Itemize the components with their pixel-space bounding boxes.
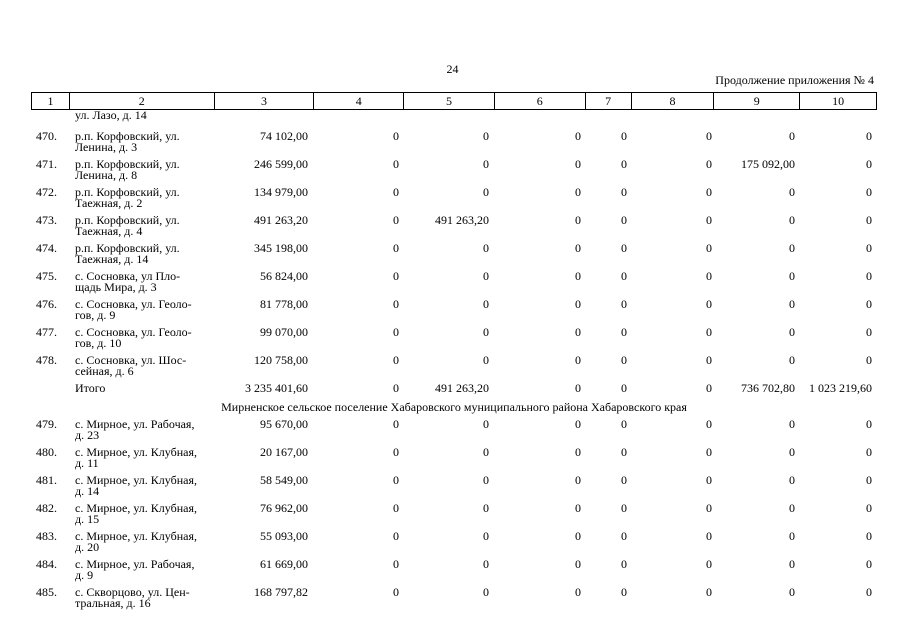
col-7-value: 0 (621, 129, 627, 143)
col-9-value: 0 (789, 529, 795, 543)
address (75, 475, 215, 497)
address-line-2: щадь Мира, д. 3 (75, 280, 157, 294)
column-header-10: 10 (832, 94, 845, 108)
col-4-value: 0 (393, 417, 399, 431)
total-col-3: 3 235 401,60 (245, 381, 308, 395)
col-7-value: 0 (621, 269, 627, 283)
col-5-value: 0 (483, 269, 489, 283)
col-7-value: 0 (621, 353, 627, 367)
col-5-value: 0 (483, 417, 489, 431)
address-line-1: с. Сосновка, ул. Шос- (75, 353, 187, 367)
address-line-2: Таежная, д. 2 (75, 196, 143, 210)
address-line-2: Ленина, д. 3 (75, 140, 138, 154)
col-5-value: 0 (483, 529, 489, 543)
address-line-1: с. Сосновка, ул. Геоло- (75, 297, 192, 311)
col-6-value: 0 (575, 501, 581, 515)
col-7-value: 0 (621, 473, 627, 487)
table-row (31, 587, 877, 615)
col-6-value: 0 (575, 353, 581, 367)
table-row (31, 271, 877, 299)
address-line-1: р.п. Корфовский, ул. (75, 157, 180, 171)
table-row (31, 243, 877, 271)
col-7-value: 0 (621, 325, 627, 339)
col-4-value: 0 (393, 473, 399, 487)
col-6-value: 0 (575, 297, 581, 311)
column-header-1: 1 (32, 93, 70, 109)
col-3-value: 61 669,00 (260, 557, 308, 571)
col-3-value: 120 758,00 (254, 353, 308, 367)
col-7-value: 0 (621, 241, 627, 255)
row-number: 483. (36, 529, 57, 543)
col-8-value: 0 (706, 417, 712, 431)
address-line-2: д. 11 (75, 456, 99, 470)
address-line-2: д. 20 (75, 540, 100, 554)
col-6-value: 0 (575, 445, 581, 459)
column-header-8: 8 (632, 93, 715, 109)
col-6-value: 0 (575, 325, 581, 339)
address-line-1: с. Сосновка, ул Пло- (75, 269, 181, 283)
col-7-value: 0 (621, 297, 627, 311)
row-number: 477. (36, 325, 57, 339)
col-10-value: 0 (866, 269, 872, 283)
col-6-value: 0 (575, 269, 581, 283)
total-row (31, 383, 877, 401)
col-9-value: 0 (789, 445, 795, 459)
column-header-9: 9 (714, 93, 800, 109)
col-10-value: 0 (866, 501, 872, 515)
address-line-1: р.п. Корфовский, ул. (75, 185, 180, 199)
address-line-2: д. 15 (75, 512, 100, 526)
col-3-value: 168 797,82 (254, 585, 308, 599)
row-number: 476. (36, 297, 57, 311)
col-9-value: 0 (789, 129, 795, 143)
col-6-value: 0 (575, 213, 581, 227)
col-6-value: 0 (575, 129, 581, 143)
col-10-value: 0 (866, 129, 872, 143)
address (75, 327, 215, 349)
col-10-value: 0 (866, 325, 872, 339)
col-10-value: 0 (866, 297, 872, 311)
address (75, 355, 215, 377)
page-number: 24 (446, 62, 459, 76)
col-9-value: 0 (789, 501, 795, 515)
table-header (31, 92, 877, 110)
col-5-value: 0 (483, 325, 489, 339)
col-9-value: 0 (789, 213, 795, 227)
col-5-value: 0 (483, 501, 489, 515)
col-10-value: 0 (866, 185, 872, 199)
row-number: 474. (36, 241, 57, 255)
address (75, 159, 215, 181)
row-number: 484. (36, 557, 57, 571)
col-9-value: 0 (789, 241, 795, 255)
col-5-value: 0 (483, 241, 489, 255)
total-col-7: 0 (621, 381, 627, 395)
table-row (31, 159, 877, 187)
address (75, 587, 215, 609)
col-6-value: 0 (575, 185, 581, 199)
col-10-value: 0 (866, 445, 872, 459)
col-3-value: 134 979,00 (254, 185, 308, 199)
col-4-value: 0 (393, 501, 399, 515)
col-10-value: 0 (866, 353, 872, 367)
row-number: 471. (36, 157, 57, 171)
col-9-value: 0 (789, 473, 795, 487)
table-row (31, 503, 877, 531)
address-line-1: р.п. Корфовский, ул. (75, 129, 180, 143)
row-number: 480. (36, 445, 57, 459)
col-10-value: 0 (866, 557, 872, 571)
col-8-value: 0 (706, 529, 712, 543)
address (75, 419, 215, 441)
table-row (31, 531, 877, 559)
row-number: 485. (36, 585, 57, 599)
address (75, 243, 215, 265)
address-line-2: гов, д. 10 (75, 336, 122, 350)
column-header-3: 3 (215, 93, 315, 109)
col-9-value: 0 (789, 297, 795, 311)
col-4-value: 0 (393, 585, 399, 599)
continued-address: ул. Лазо, д. 14 (75, 108, 147, 122)
col-8-value: 0 (706, 585, 712, 599)
col-4-value: 0 (393, 269, 399, 283)
col-5-value: 491 263,20 (435, 213, 489, 227)
address-line-1: с. Мирное, ул. Клубная, (75, 445, 197, 459)
table-row (31, 299, 877, 327)
row-number: 479. (36, 417, 57, 431)
col-10-value: 0 (866, 213, 872, 227)
col-3-value: 95 670,00 (260, 417, 308, 431)
col-3-value: 55 093,00 (260, 529, 308, 543)
col-3-value: 74 102,00 (260, 129, 308, 143)
address-line-1: с. Мирное, ул. Клубная, (75, 501, 197, 515)
address (75, 503, 215, 525)
col-5-value: 0 (483, 557, 489, 571)
col-5-value: 0 (483, 353, 489, 367)
col-8-value: 0 (706, 213, 712, 227)
col-9-value: 175 092,00 (741, 157, 795, 171)
col-7-value: 0 (621, 157, 627, 171)
address-line-1: с. Сосновка, ул. Геоло- (75, 325, 192, 339)
address (75, 447, 215, 469)
col-9-value: 0 (789, 585, 795, 599)
col-3-value: 20 167,00 (260, 445, 308, 459)
col-8-value: 0 (706, 269, 712, 283)
total-col-5: 491 263,20 (435, 381, 489, 395)
address-line-1: с. Мирное, ул. Рабочая, (75, 417, 195, 431)
row-number: 481. (36, 473, 57, 487)
row-number: 472. (36, 185, 57, 199)
col-4-value: 0 (393, 213, 399, 227)
column-header-7: 7 (586, 93, 632, 109)
address-line-2: д. 9 (75, 568, 94, 582)
col-6-value: 0 (575, 157, 581, 171)
address-line-2: сейная, д. 6 (75, 364, 134, 378)
table-row (31, 327, 877, 355)
col-9-value: 0 (789, 185, 795, 199)
col-5-value: 0 (483, 157, 489, 171)
col-5-value: 0 (483, 129, 489, 143)
address-line-2: Таежная, д. 4 (75, 224, 143, 238)
row-number: 473. (36, 213, 57, 227)
col-10-value: 0 (866, 157, 872, 171)
total-col-4: 0 (393, 381, 399, 395)
address-line-1: р.п. Корфовский, ул. (75, 241, 180, 255)
address-line-2: гов, д. 9 (75, 308, 116, 322)
col-6-value: 0 (575, 557, 581, 571)
address (75, 187, 215, 209)
address (75, 559, 215, 581)
col-3-value: 76 962,00 (260, 501, 308, 515)
col-4-value: 0 (393, 325, 399, 339)
col-8-value: 0 (706, 445, 712, 459)
address (75, 271, 215, 293)
col-8-value: 0 (706, 473, 712, 487)
address-line-1: с. Мирное, ул. Клубная, (75, 473, 197, 487)
col-7-value: 0 (621, 213, 627, 227)
col-3-value: 345 198,00 (254, 241, 308, 255)
table-row (31, 355, 877, 383)
col-3-value: 491 263,20 (254, 213, 308, 227)
column-header-2: 2 (70, 93, 215, 109)
total-col-8: 0 (706, 381, 712, 395)
column-header-5: 5 (404, 93, 495, 109)
col-7-value: 0 (621, 501, 627, 515)
column-header-4: 4 (314, 93, 404, 109)
col-3-value: 81 778,00 (260, 297, 308, 311)
col-5-value: 0 (483, 297, 489, 311)
col-8-value: 0 (706, 185, 712, 199)
col-4-value: 0 (393, 157, 399, 171)
col-8-value: 0 (706, 297, 712, 311)
col-6-value: 0 (575, 417, 581, 431)
col-7-value: 0 (621, 585, 627, 599)
total-col-6: 0 (575, 381, 581, 395)
address-line-2: д. 14 (75, 484, 100, 498)
row-number: 482. (36, 501, 57, 515)
col-8-value: 0 (706, 557, 712, 571)
col-8-value: 0 (706, 353, 712, 367)
col-5-value: 0 (483, 185, 489, 199)
col-10-value: 0 (866, 585, 872, 599)
address-line-2: Таежная, д. 14 (75, 252, 149, 266)
row-number: 478. (36, 353, 57, 367)
col-5-value: 0 (483, 445, 489, 459)
col-9-value: 0 (789, 417, 795, 431)
col-10-value: 0 (866, 529, 872, 543)
total-col-9: 736 702,80 (741, 381, 795, 395)
col-8-value: 0 (706, 157, 712, 171)
col-7-value: 0 (621, 417, 627, 431)
col-7-value: 0 (621, 445, 627, 459)
table-row (31, 215, 877, 243)
total-label: Итого (75, 381, 106, 395)
col-4-value: 0 (393, 445, 399, 459)
address-line-2: д. 23 (75, 428, 100, 442)
col-7-value: 0 (621, 185, 627, 199)
col-9-value: 0 (789, 353, 795, 367)
col-8-value: 0 (706, 241, 712, 255)
section-title: Мирненское сельское поселение Хабаровского муниципального района Хабаровского края (221, 400, 687, 414)
col-7-value: 0 (621, 557, 627, 571)
table-row (31, 447, 877, 475)
total-col-10: 1 023 219,60 (809, 381, 872, 395)
col-7-value: 0 (621, 529, 627, 543)
col-4-value: 0 (393, 353, 399, 367)
table-row (31, 419, 877, 447)
address (75, 531, 215, 553)
col-10-value: 0 (866, 473, 872, 487)
address-line-1: с. Скворцово, ул. Цен- (75, 585, 190, 599)
address (75, 299, 215, 321)
col-5-value: 0 (483, 473, 489, 487)
col-8-value: 0 (706, 129, 712, 143)
col-6-value: 0 (575, 473, 581, 487)
col-9-value: 0 (789, 557, 795, 571)
row-number: 470. (36, 129, 57, 143)
col-6-value: 0 (575, 241, 581, 255)
table-row (31, 131, 877, 159)
col-4-value: 0 (393, 529, 399, 543)
col-10-value: 0 (866, 417, 872, 431)
table-row (31, 475, 877, 503)
col-6-value: 0 (575, 529, 581, 543)
address-line-2: Ленина, д. 8 (75, 168, 138, 182)
col-8-value: 0 (706, 501, 712, 515)
col-5-value: 0 (483, 585, 489, 599)
col-9-value: 0 (789, 325, 795, 339)
col-8-value: 0 (706, 325, 712, 339)
col-3-value: 99 070,00 (260, 325, 308, 339)
table-row (31, 187, 877, 215)
address (75, 131, 215, 153)
address-line-1: р.п. Корфовский, ул. (75, 213, 180, 227)
col-10-value: 0 (866, 241, 872, 255)
address-line-2: тральная, д. 16 (75, 596, 151, 610)
column-header-6: 6 (495, 93, 586, 109)
col-4-value: 0 (393, 129, 399, 143)
col-3-value: 56 824,00 (260, 269, 308, 283)
col-4-value: 0 (393, 557, 399, 571)
col-3-value: 58 549,00 (260, 473, 308, 487)
address-line-1: с. Мирное, ул. Клубная, (75, 529, 197, 543)
table-body (31, 131, 877, 615)
col-9-value: 0 (789, 269, 795, 283)
col-4-value: 0 (393, 185, 399, 199)
address-line-1: с. Мирное, ул. Рабочая, (75, 557, 195, 571)
row-number: 475. (36, 269, 57, 283)
col-4-value: 0 (393, 241, 399, 255)
col-3-value: 246 599,00 (254, 157, 308, 171)
col-4-value: 0 (393, 297, 399, 311)
address (75, 215, 215, 237)
col-6-value: 0 (575, 585, 581, 599)
appendix-note: Продолжение приложения № 4 (715, 73, 874, 87)
table-row (31, 559, 877, 587)
